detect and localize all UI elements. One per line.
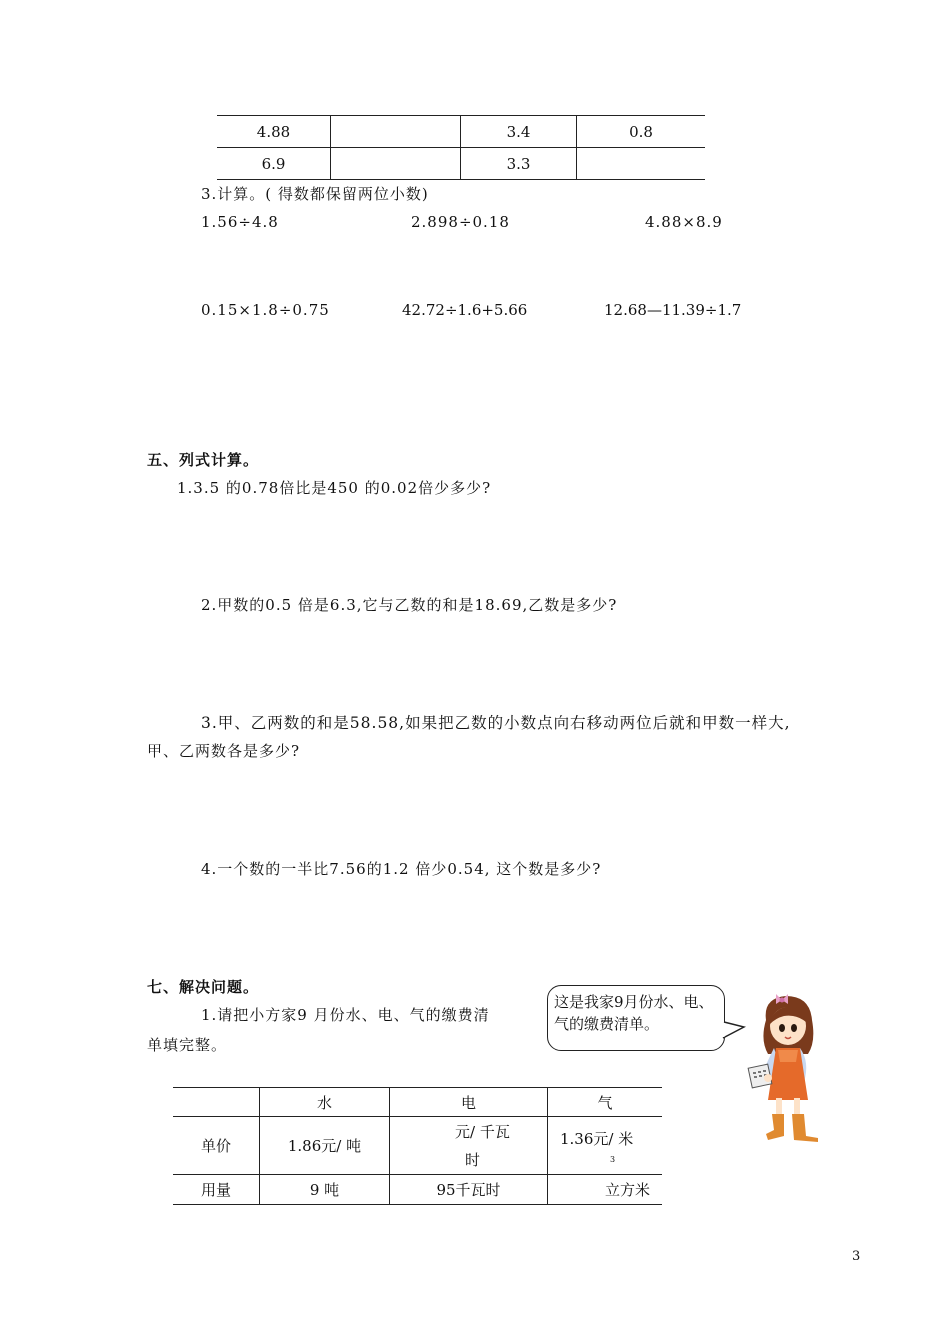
- table-row-label: 用量: [173, 1175, 260, 1205]
- top-table: [217, 115, 705, 180]
- table-cell: 1.86元/ 吨: [260, 1117, 390, 1175]
- table-header-cell: 电: [390, 1088, 548, 1117]
- bill-table: [173, 1087, 662, 1205]
- question-text: 单填完整。: [147, 1036, 228, 1054]
- table-cell: 9 吨: [260, 1175, 390, 1205]
- table-cell-blank[interactable]: [577, 148, 706, 180]
- question-text: 4.一个数的一半比7.56的1.2 倍少0.54, 这个数是多少?: [201, 860, 602, 878]
- table-cell: 6.9: [217, 148, 331, 180]
- unit-line: 时: [465, 1150, 481, 1169]
- table-cell: [548, 1117, 663, 1175]
- table-row: [217, 148, 705, 180]
- section-title: 五、列式计算。: [147, 451, 260, 469]
- table-cell-blank[interactable]: 立方米: [548, 1175, 663, 1205]
- table-cell: 3.3: [461, 148, 577, 180]
- table-cell-blank[interactable]: [331, 148, 461, 180]
- calc-expression: 12.68—11.39÷1.7: [604, 301, 742, 319]
- question-text: 2.甲数的0.5 倍是6.3,它与乙数的和是18.69,乙数是多少?: [201, 596, 618, 614]
- section-title: 七、解决问题。: [147, 978, 260, 996]
- question-text: 甲、乙两数各是多少?: [147, 742, 301, 760]
- question-text: 1.请把小方家9 月份水、电、气的缴费清: [201, 1006, 490, 1024]
- speech-bubble: [547, 985, 725, 1051]
- table-row: [173, 1117, 662, 1175]
- calc-expression: 4.88×8.9: [645, 213, 723, 231]
- calc-expression: 1.56÷4.8: [201, 213, 279, 231]
- table-cell-blank[interactable]: [390, 1117, 548, 1175]
- table-row: [173, 1088, 662, 1117]
- question-text: 3.甲、乙两数的和是58.58,如果把乙数的小数点向右移动两位后就和甲数一样大,: [201, 714, 791, 732]
- unit-line: 元/ 千瓦: [455, 1122, 510, 1141]
- table-row: [217, 116, 705, 148]
- calc-expression: 42.72÷1.6+5.66: [402, 301, 528, 319]
- calc-heading: 3.计算。( 得数都保留两位小数): [201, 185, 429, 203]
- table-header-cell: 水: [260, 1088, 390, 1117]
- question-text: 1.3.5 的0.78倍比是450 的0.02倍少多少?: [177, 479, 492, 497]
- girl-illustration: [738, 990, 838, 1145]
- table-cell: 95千瓦时: [390, 1175, 548, 1205]
- table-row-label: 单价: [173, 1117, 260, 1175]
- speech-bubble-text: 这是我家9月份水、电、气的缴费清单。: [554, 993, 714, 1033]
- calc-expression: 2.898÷0.18: [411, 213, 510, 231]
- table-cell: 3.4: [461, 116, 577, 148]
- table-cell: 0.8: [577, 116, 706, 148]
- table-header-cell: [173, 1088, 260, 1117]
- table-cell: 4.88: [217, 116, 331, 148]
- page-number: 3: [852, 1249, 861, 1264]
- calc-expression: 0.15×1.8÷0.75: [201, 301, 330, 319]
- table-header-cell: 气: [548, 1088, 663, 1117]
- unit-line: 1.36元/ 米: [560, 1129, 634, 1148]
- table-row: [173, 1175, 662, 1205]
- table-cell-blank[interactable]: [331, 116, 461, 148]
- superscript: 3: [610, 1154, 616, 1164]
